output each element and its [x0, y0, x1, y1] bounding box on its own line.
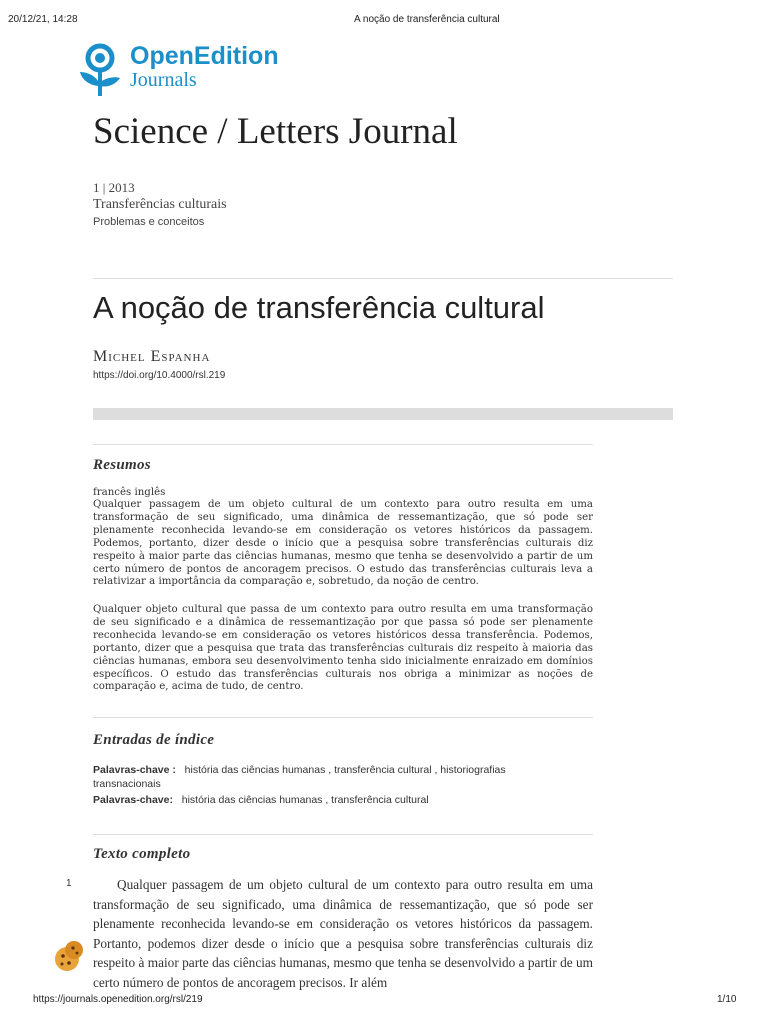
divider: [93, 717, 593, 718]
abstract-paragraph: Qualquer passagem de um objeto cultural de um contexto para outro resulta em uma transformação de seu significado, uma dinâmica de ressemantização, que só pode ser plenamente reconhecida levando-se em consideração os vetores históricos da passagem. Podemos, portanto, dizer desde o início que a pesquisa sobre transferências culturais diz respeito à maior parte das ciências humanas, mesmo que tenha se desenvolvido a partir de um certo número de pontos de ancoragem precisos. O estudo das transferências culturais leva a relativizar a importância da comparação e, sobretudo, da noção de centro.: [93, 499, 593, 588]
section-heading-indice: Entradas de índice: [93, 732, 215, 748]
section-heading-texto: Texto completo: [93, 846, 191, 862]
divider: [93, 834, 593, 835]
openedition-logo[interactable]: [76, 42, 306, 98]
keywords-label: Palavras-chave:: [93, 794, 173, 806]
keywords-row: [93, 793, 573, 807]
grey-bar: [93, 408, 673, 420]
issue-info[interactable]: 1 | 2013: [93, 180, 135, 195]
article-title: A noção de transferência cultural: [93, 290, 545, 325]
keywords-row: [93, 763, 573, 791]
cookie-icon[interactable]: [52, 938, 88, 974]
divider: [93, 444, 593, 445]
logo-text-openedition: OpenEdition: [130, 42, 279, 70]
journal-title[interactable]: Science / Letters Journal: [93, 111, 458, 152]
section-heading-resumos: Resumos: [93, 457, 151, 473]
issue-theme[interactable]: Transferências culturais: [93, 197, 227, 212]
abstract-paragraph: Qualquer objeto cultural que passa de um contexto para outro resulta em uma transformação de seu significado e a dinâmica de ressemantização por que passa só pode ser plenamente reconhecida levando-se em consideração os vetores históricos dessa transferência. Podemos, portanto, dizer que a pesquisa que trata das transferências culturais diz respeito à maioria das ciências humanas, embora seu desenvolvimento tenha sido inicialmente enraizado em domínios específicos. O estudo das transferências culturais nos obriga a minimizar as noções de comparação e, acima de tudo, de centro.: [93, 604, 593, 693]
logo-text-journals: Journals: [130, 69, 197, 91]
print-date: 20/12/21, 14:28: [8, 14, 78, 25]
print-page-number: 1/10: [717, 994, 737, 1005]
keywords-value[interactable]: história das ciências humanas , transferência cultural: [181, 794, 429, 806]
issue-subtheme: Problemas e conceitos: [93, 216, 205, 228]
paragraph-number: 1: [66, 878, 72, 889]
openedition-flower-icon: [76, 42, 124, 98]
divider: [93, 278, 673, 279]
keywords-value[interactable]: história das ciências humanas , transferência cultural , historiografias transnacionais: [93, 764, 506, 790]
author-name[interactable]: Michel Espanha: [93, 348, 211, 365]
print-url: https://journals.openedition.org/rsl/219: [33, 994, 203, 1005]
keywords-label: Palavras-chave :: [93, 764, 176, 776]
print-page-title: A noção de transferência cultural: [354, 14, 500, 25]
full-text-paragraph: Qualquer passagem de um objeto cultural de um contexto para outro resulta em uma transformação de seu significado, uma dinâmica de ressemantização, que só pode ser plenamente reconhecida levando-se em consideração os vetores históricos da passagem. Portanto, podemos dizer desde o início que a pesquisa sobre transferências culturais diz respeito à maior parte das ciências humanas, mesmo que tenha se desenvolvido a partir de um certo número de pontos de ancoragem precisos. Ir além: [93, 877, 593, 990]
language-links[interactable]: francês inglês: [93, 487, 166, 498]
doi-link[interactable]: https://doi.org/10.4000/rsl.219: [93, 370, 226, 381]
